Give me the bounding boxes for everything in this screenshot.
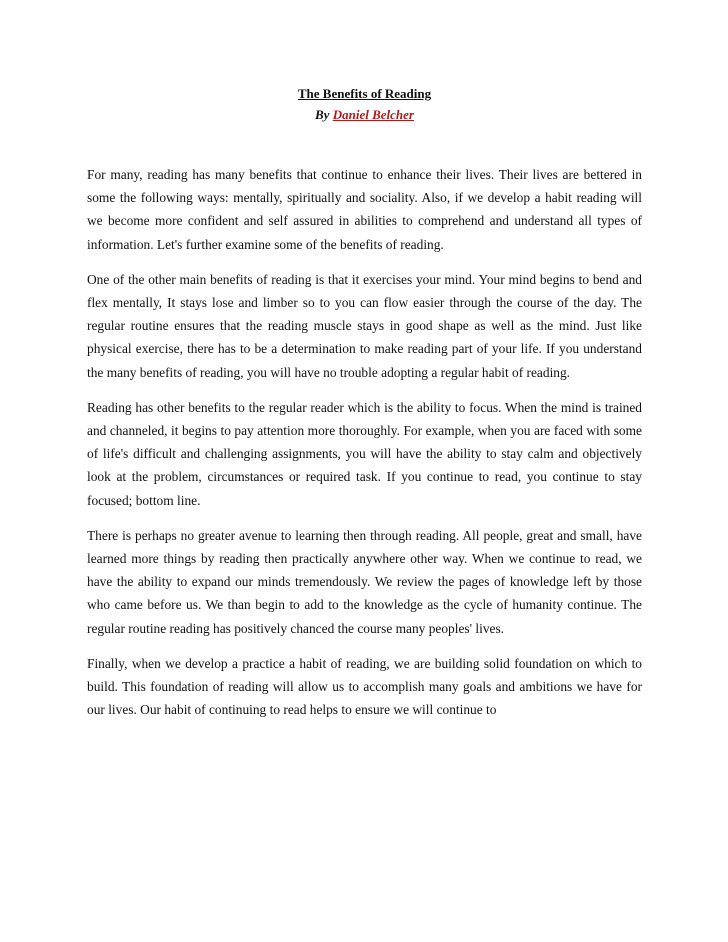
author-link[interactable]: Daniel Belcher <box>332 107 414 122</box>
paragraph: There is perhaps no greater avenue to learning then through reading. All people, great and small, have learned more things by reading then practically anywhere other way. When we continue to read, we have the ability to expand our minds tremendously. We review the pages of knowledge left by those who came before us. We than begin to add to the knowledge as the cycle of humanity continue. The regular routine reading has positively chanced the course many peoples' lives. <box>87 527 642 636</box>
paragraph: Reading has other benefits to the regular reader which is the ability to focus. When the mind is trained and channeled, it begins to pay attention more thoroughly. For example, when you are faced with some of life's difficult and challenging assignments, you will have the ability to stay calm and objectively look at the problem, circumstances or required task. If you continue to read, you continue to stay focused; bottom line. <box>87 399 642 508</box>
document-title: The Benefits of Reading <box>297 86 432 101</box>
paragraph: For many, reading has many benefits that continue to enhance their lives. Their lives are bettered in some the following ways: mentally, spiritually and sociality. Also, if we develop a habit reading will we become more confident and self assured in abilities to comprehend and understand all types of information. Let's further examine some of the benefits of reading. <box>87 167 642 252</box>
byline-prefix: By <box>315 107 333 122</box>
document-body <box>87 163 642 721</box>
byline <box>87 107 642 123</box>
paragraph: One of the other main benefits of reading is that it exercises your mind. Your mind begins to bend and flex mentally, It stays lose and limber so to you can flow easier through the course of the day. The regular routine ensures that the reading muscle stays in good shape as well as the mind. Just like physical exercise, there has to be a determination to make reading part of your life. If you understand the many benefits of reading, you will have no trouble adopting a regular habit of reading. <box>87 271 642 380</box>
paragraph: Finally, when we develop a practice a habit of reading, we are building solid foundation on which to build. This foundation of reading will allow us to accomplish many goals and ambitions we have for our lives. Our habit of continuing to read helps to ensure we will continue to <box>87 655 642 718</box>
